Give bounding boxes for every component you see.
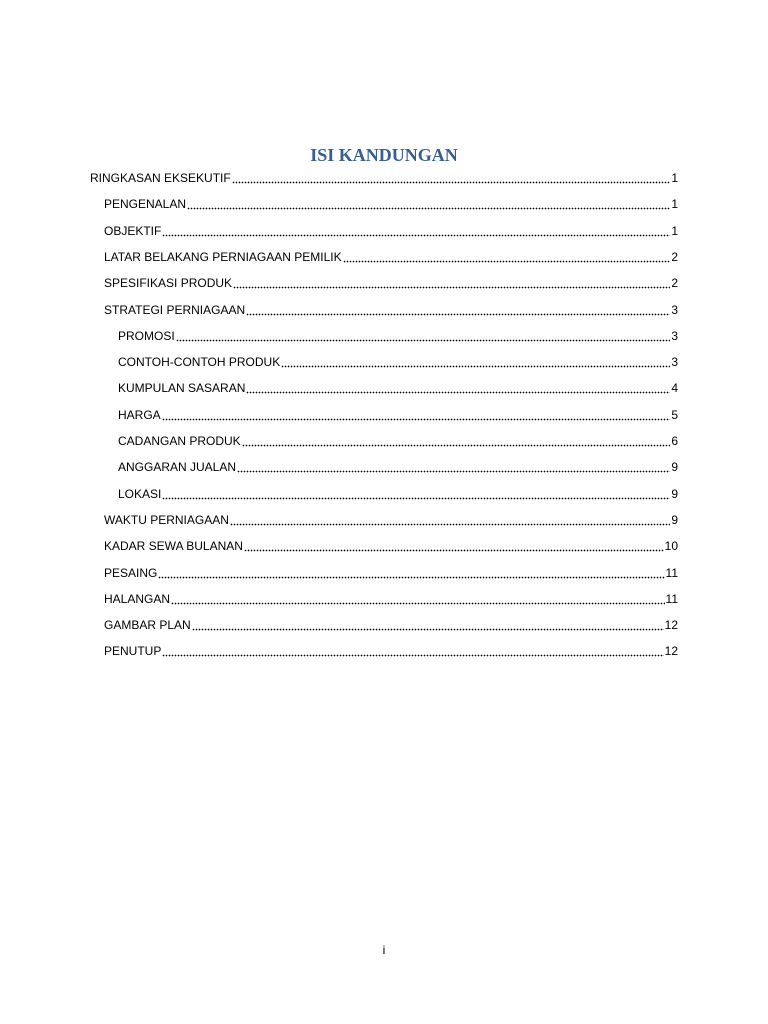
- toc-entry-page: 10: [664, 539, 678, 554]
- toc-entry-page: 1: [671, 197, 678, 212]
- toc-dot-leader: [187, 197, 670, 211]
- toc-dot-leader: [244, 539, 664, 553]
- toc-entry-label: PENGENALAN: [104, 197, 187, 212]
- toc-dot-leader: [162, 487, 670, 501]
- toc-entry-page: 3: [671, 355, 678, 370]
- toc-dot-leader: [246, 303, 670, 317]
- toc-entry-label: HALANGAN: [104, 591, 171, 606]
- toc-entry-label: RINGKASAN EKSEKUTIF: [90, 171, 231, 185]
- toc-entry[interactable]: [104, 560, 678, 586]
- toc-entry[interactable]: [118, 454, 678, 480]
- toc-entry[interactable]: [104, 612, 678, 638]
- toc-dot-leader: [162, 644, 663, 658]
- toc-entry[interactable]: [118, 375, 678, 401]
- toc-entry-page: 1: [671, 171, 678, 185]
- toc-entry[interactable]: [118, 349, 678, 375]
- toc-title: ISI KANDUNGAN: [310, 145, 458, 165]
- toc-entry-label: GAMBAR PLAN: [104, 618, 191, 633]
- toc-entry-page: 3: [671, 328, 678, 343]
- toc-entry-label: CONTOH-CONTOH PRODUK: [118, 355, 281, 370]
- toc-entry[interactable]: [118, 323, 678, 349]
- toc-entry[interactable]: [104, 244, 678, 270]
- toc-entry[interactable]: [90, 165, 678, 191]
- toc-entry-label: PROMOSI: [118, 328, 175, 343]
- toc-entry[interactable]: [104, 218, 678, 244]
- toc-dot-leader: [230, 513, 670, 527]
- toc-entry-label: ANGGARAN JUALAN: [118, 460, 237, 475]
- toc-entry-page: 11: [665, 565, 678, 580]
- toc-dot-leader: [176, 329, 671, 343]
- toc-entry[interactable]: [104, 586, 678, 612]
- toc-dot-leader: [232, 171, 671, 185]
- toc-entry-label: STRATEGI PERNIAGAAN: [104, 302, 246, 317]
- toc-entry-label: SPESIFIKASI PRODUK: [104, 276, 233, 291]
- toc-entry-label: WAKTU PERNIAGAAN: [104, 512, 229, 527]
- toc-entry-page: 9: [671, 512, 678, 527]
- toc-entry-label: OBJEKTIF: [104, 223, 162, 238]
- toc-entry-label: PENUTUP: [104, 644, 162, 659]
- toc-dot-leader: [233, 276, 670, 290]
- toc-dot-leader: [237, 460, 670, 474]
- toc-entry-page: 2: [671, 249, 678, 264]
- page-number: i: [382, 943, 386, 957]
- toc-entry-label: KADAR SEWA BULANAN: [104, 539, 243, 554]
- toc-entry-label: LATAR BELAKANG PERNIAGAAN PEMILIK: [104, 249, 342, 264]
- toc-dot-leader: [171, 592, 665, 606]
- toc-entry-page: 12: [664, 644, 678, 659]
- toc-dot-leader: [343, 250, 671, 264]
- toc-entry-page: 5: [671, 407, 678, 422]
- toc-entry[interactable]: [104, 533, 678, 559]
- toc-dot-leader: [158, 566, 664, 580]
- toc-entry-page: 9: [671, 460, 678, 475]
- toc-entry[interactable]: [104, 270, 678, 296]
- toc-entry[interactable]: [104, 638, 678, 664]
- toc-entry-page: 11: [665, 591, 678, 606]
- toc-entry-label: CADANGAN PRODUK: [118, 434, 241, 448]
- toc-entry-page: 2: [671, 276, 678, 291]
- toc-entry-page: 1: [671, 223, 678, 238]
- toc-entry-page: 4: [671, 381, 678, 396]
- toc-dot-leader: [281, 355, 670, 369]
- toc-entry[interactable]: [118, 402, 678, 428]
- toc-entry[interactable]: [118, 428, 678, 454]
- toc-entry-page: 9: [671, 486, 678, 501]
- toc-entry-page: 12: [664, 618, 678, 633]
- toc-entry[interactable]: [118, 481, 678, 507]
- toc-dot-leader: [162, 408, 671, 422]
- toc-entry-label: PESAING: [104, 565, 158, 580]
- toc-entry[interactable]: [104, 297, 678, 323]
- toc-entry-page: 3: [671, 302, 678, 317]
- toc-entry-label: HARGA: [118, 407, 161, 422]
- toc-dot-leader: [246, 381, 670, 395]
- toc-entry-label: KUMPULAN SASARAN: [118, 381, 246, 396]
- toc-dot-leader: [242, 434, 671, 448]
- toc-entry-label: LOKASI: [118, 486, 162, 501]
- toc-dot-leader: [192, 618, 664, 632]
- toc-entry[interactable]: [104, 191, 678, 217]
- toc-dot-leader: [162, 224, 670, 238]
- toc-entry-page: 6: [671, 434, 678, 448]
- toc-entry[interactable]: [104, 507, 678, 533]
